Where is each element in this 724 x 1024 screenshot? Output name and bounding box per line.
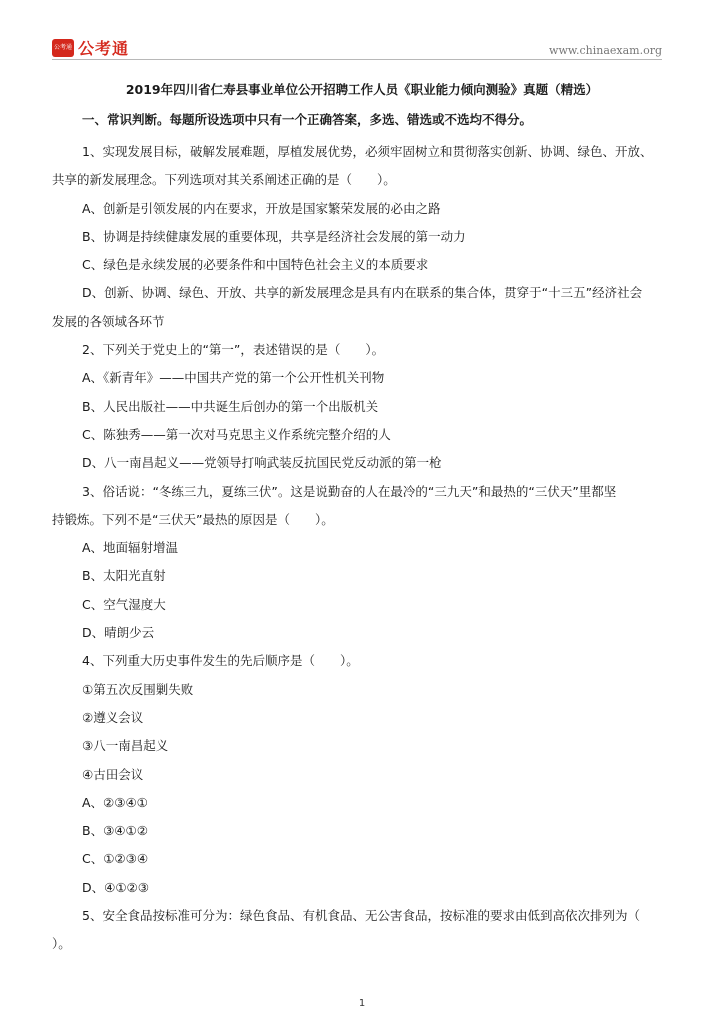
question-body — [52, 138, 672, 959]
logo-badge-icon: 公考通 — [52, 39, 74, 57]
text-line: B、③④①② — [82, 823, 148, 839]
text-line: C、绿色是永续发展的必要条件和中国特色社会主义的本质要求 — [82, 257, 429, 273]
text-line: 持锻炼。下列不是“三伏天”最热的原因是（ ）。 — [52, 511, 334, 527]
section-heading: 一、常识判断。每题所设选项中只有一个正确答案，多选、错选或不选均不得分。 — [82, 112, 533, 127]
text-line: D、八一南昌起义——党领导打响武装反抗国民党反动派的第一枪 — [82, 455, 442, 471]
logo-text: 公考通 — [78, 39, 130, 58]
text-line: ④古田会议 — [82, 766, 144, 782]
text-line: A、《新青年》——中国共产党的第一个公开性机关刊物 — [82, 370, 385, 386]
text-line: A、创新是引领发展的内在要求，开放是国家繁荣发展的必由之路 — [82, 200, 441, 216]
text-line: A、地面辐射增温 — [82, 540, 179, 556]
text-line: 4、下列重大历史事件发生的先后顺序是（ ）。 — [82, 653, 359, 669]
text-line: 1、实现发展目标，破解发展难题，厚植发展优势，必须牢固树立和贯彻落实创新、协调、绿色、开放、 — [82, 144, 653, 159]
text-line: 2、下列关于党史上的“第一”，表述错误的是（ ）。 — [82, 342, 385, 358]
text-line: C、①②③④ — [82, 851, 149, 867]
text-line: A、②③④① — [82, 794, 148, 810]
site-url[interactable]: www.chinaexam.org — [549, 44, 662, 57]
text-line: D、创新、协调、绿色、开放、共享的新发展理念是具有内在联系的集合体，贯穿于“十三五”经济社会 — [82, 285, 643, 301]
document-title: 2019年四川省仁寿县事业单位公开招聘工作人员《职业能力倾向测验》真题（精选） — [125, 82, 599, 97]
brand-logo[interactable] — [52, 36, 129, 59]
header-divider — [52, 59, 662, 60]
text-line: ）。 — [52, 936, 71, 952]
text-line: ③八一南昌起义 — [82, 738, 169, 754]
text-line: C、空气湿度大 — [82, 596, 166, 612]
text-line: 发展的各领域各环节 — [52, 313, 165, 329]
text-line: ②遵义会议 — [82, 709, 144, 725]
text-line: B、太阳光直射 — [82, 568, 166, 584]
text-line: 3、俗话说：“冬练三九，夏练三伏”。这是说勤奋的人在最冷的“三九天”和最热的“三伏天”里都坚 — [82, 483, 617, 499]
text-line: D、晴朗少云 — [82, 625, 155, 641]
text-line: D、④①②③ — [82, 879, 149, 895]
text-line: 5、安全食品按标准可分为：绿色食品、有机食品、无公害食品，按标准的要求由低到高依次排列为（ — [82, 908, 640, 924]
text-line: B、协调是持续健康发展的重要体现，共享是经济社会发展的第一动力 — [82, 228, 466, 244]
text-line: 共享的新发展理念。下列选项对其关系阐述正确的是（ ）。 — [52, 172, 396, 188]
page-number: 1 — [358, 998, 366, 1009]
text-line: B、人民出版社——中共诞生后创办的第一个出版机关 — [82, 398, 379, 414]
text-line: ①第五次反围剿失败 — [82, 681, 194, 697]
text-line: C、陈独秀——第一次对马克思主义作系统完整介绍的人 — [82, 426, 391, 442]
page-header — [0, 0, 724, 70]
